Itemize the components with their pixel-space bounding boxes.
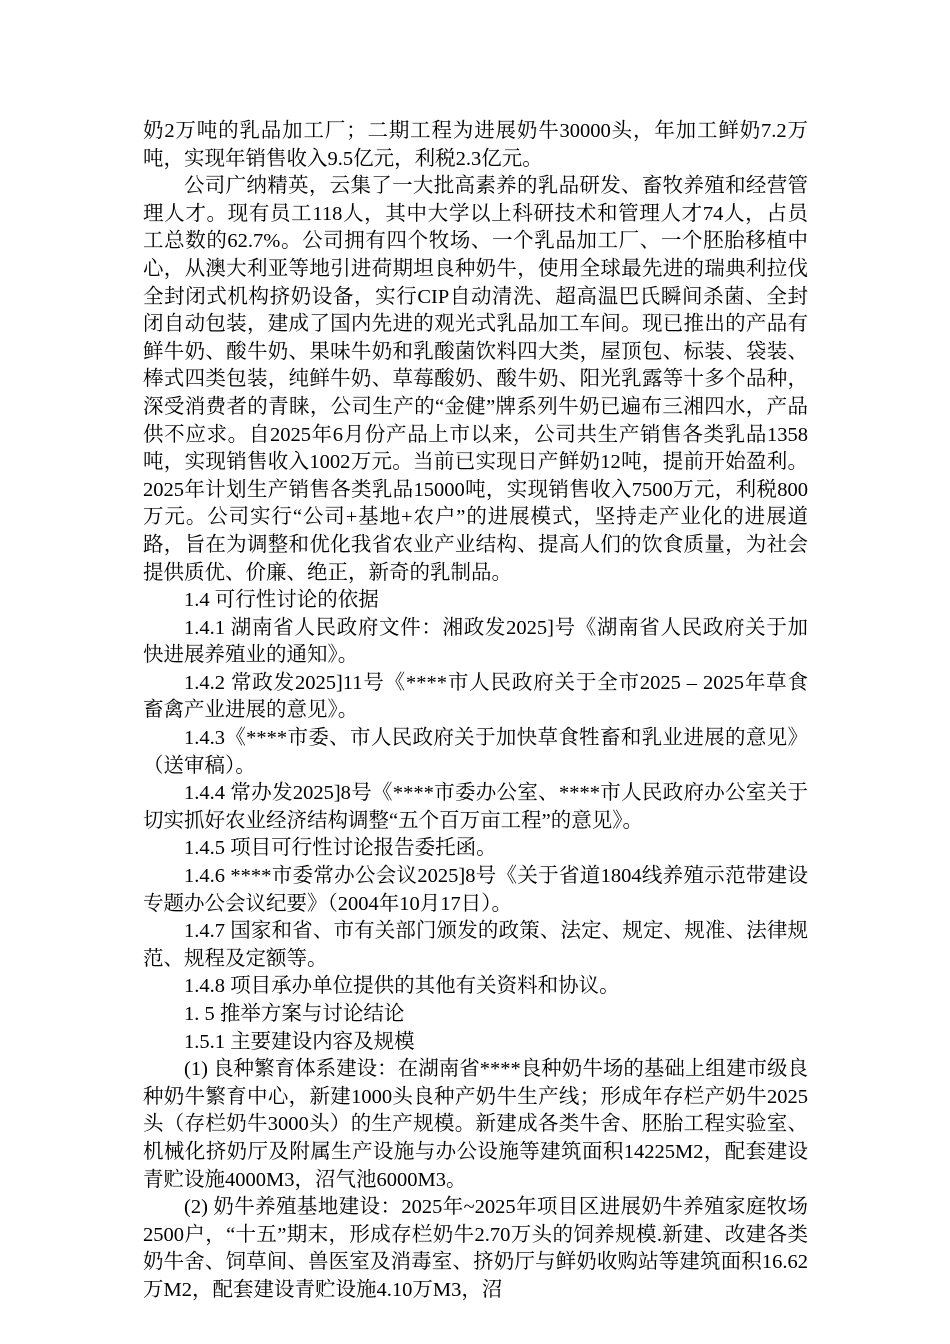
list-item-1-4-3: 1.4.3《****市委、市人民政府关于加快草食牲畜和乳业进展的意见》（送审稿）。 xyxy=(143,727,808,777)
list-item-1-4-6: 1.4.6 ****市委常办公会议2025]8号《关于省道1804线养殖示范带建设专题办公会议纪要》（2004年10月17日）。 xyxy=(143,865,808,915)
paragraph-company-overview: 公司广纳精英，云集了一大批高素养的乳品研发、畜牧养殖和经营管理人才。现有员工118人，其中大学以上科研技术和管理人才74人，占员工总数的62.7%。公司拥有四个牧场、一个乳品加工厂、一个胚胎移植中心，从澳大利亚等地引进荷期坦良种奶牛，使用全球最先进的瑞典利拉伐全封闭式机构挤奶设备，实行CIP自动清洗、超高温巴氏瞬间杀菌、全封闭自动包装，建成了国内先进的观光式乳品加工车间。现已推出的产品有鲜牛奶、酸牛奶、果味牛奶和乳酸菌饮料四大类，屋顶包、标装、袋装、棒式四类包装，纯鲜牛奶、草莓酸奶、酸牛奶、阳光乳露等十多个品种，深受消费者的青睐，公司生产的“金健”牌系列牛奶已遍布三湘四水，产品供不应求。自2025年6月份产品上市以来，公司共生产销售各类乳品1358吨，实现销售收入1002万元。当前已实现日产鲜奶12吨，提前开始盈利。2025年计划生产销售各类乳品15000吨，实现销售收入7500万元，利税800万元。公司实行“公司+基地+农户”的进展模式，坚持走产业化的进展道路，旨在为调整和优化我省农业产业结构、提高人们的饮食质量，为社会提供质优、价廉、绝正，新奇的乳制品。 xyxy=(143,175,808,584)
section-heading-1-4: 1.4 可行性讨论的依据 xyxy=(184,589,379,612)
list-item-1-4-4: 1.4.4 常办发2025]8号《****市委办公室、****市人民政府办公室关于切实抓好农业经济结构调整“五个百万亩工程”的意见》。 xyxy=(143,782,808,832)
list-item-1-4-8: 1.4.8 项目承办单位提供的其他有关资料和协议。 xyxy=(184,975,620,998)
list-item-1-4-7: 1.4.7 国家和省、市有关部门颁发的政策、法定、规定、规准、法律规范、规程及定额等。 xyxy=(143,920,808,970)
list-item-1-4-5: 1.4.5 项目可行性讨论报告委托函。 xyxy=(184,837,497,860)
list-item-1-4-2: 1.4.2 常政发2025]11号《****市人民政府关于全市2025 – 2025年草食畜禽产业进展的意见》。 xyxy=(143,671,808,722)
paragraph-breeding-system: (1) 良种繁育体系建设：在湖南省****良种奶牛场的基础上组建市级良种奶牛繁育中心，新建1000头良种产奶牛生产线；形成年存栏产奶牛2025头（存栏奶牛3000头）的生产规模。新建成各类牛舍、胚胎工程实验室、机械化挤奶厅及附属生产设施与办公设施等建筑面积14225M2，配套建设青贮设施4000M3，沼气池6000M3。 xyxy=(143,1058,808,1191)
paragraph-continuation: 奶2万吨的乳品加工厂；二期工程为进展奶牛30000头，年加工鲜奶7.2万吨，实现年销售收入9.5亿元，利税2.3亿元。 xyxy=(143,120,808,170)
list-item-1-4-1: 1.4.1 湖南省人民政府文件：湘政发2025]号《湖南省人民政府关于加快进展养殖业的通知》。 xyxy=(143,616,808,667)
document-page xyxy=(143,118,808,1305)
paragraph-farming-base: (2) 奶牛养殖基地建设：2025年~2025年项目区进展奶牛养殖家庭牧场2500户，“十五”期末，形成存栏奶牛2.70万头的饲养规模.新建、改建各类奶牛舍、饲草间、兽医室及消毒室、挤奶厅与鲜奶收购站等建筑面积16.62万M2，配套建设青贮设施4.10万M3，沼 xyxy=(143,1196,808,1301)
section-heading-1-5: 1. 5 推举方案与讨论结论 xyxy=(184,1003,405,1025)
subsection-heading-1-5-1: 1.5.1 主要建设内容及规模 xyxy=(184,1030,415,1053)
